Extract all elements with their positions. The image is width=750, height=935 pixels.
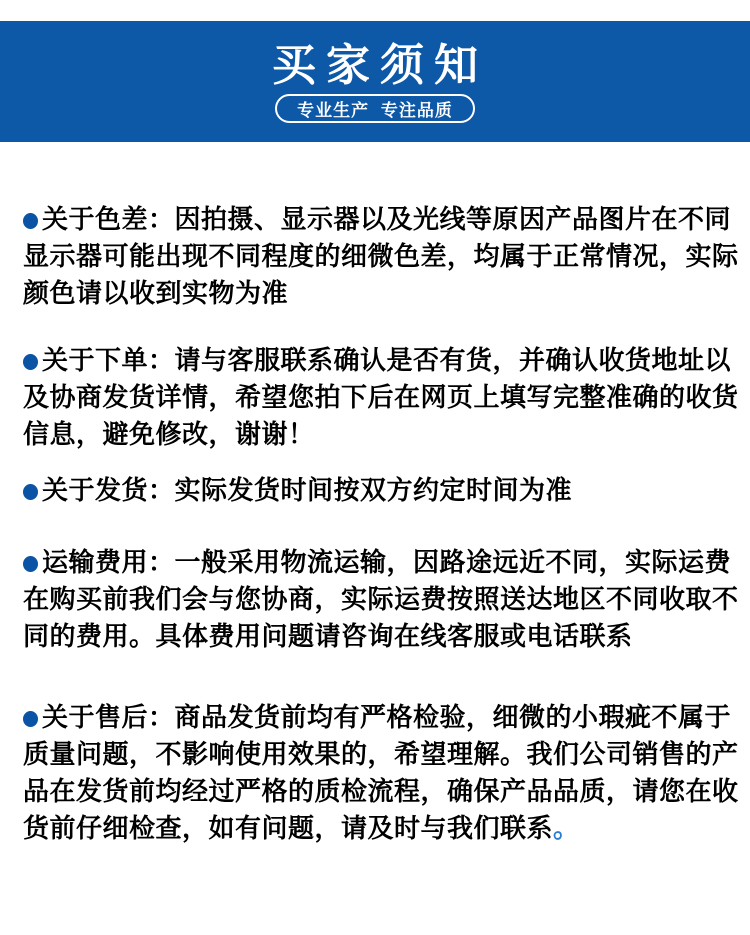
notice-item-after-sales <box>23 699 739 847</box>
notice-line-text: 显示器可能出现不同程度的细微色差，均属于正常情况，实际 <box>23 241 739 271</box>
notice-line <box>23 275 730 312</box>
header-banner <box>0 21 750 142</box>
notice-line <box>23 201 730 238</box>
notice-line <box>23 736 739 773</box>
notice-line-text: 关于色差：因拍摄、显示器以及光线等原因产品图片在不同 <box>42 204 732 234</box>
notice-line <box>23 342 730 379</box>
notice-line <box>23 416 730 453</box>
notice-line-text: 在购买前我们会与您协商，实际运费按照送达地区不同收取不 <box>23 584 739 614</box>
notice-tail-period: 。 <box>553 813 580 843</box>
notice-line <box>23 581 739 618</box>
notice-line-text: 信息，避免修改，谢谢！ <box>23 419 315 449</box>
notice-line-text: 运输费用：一般采用物流运输，因路途远近不同，实际运费 <box>42 547 732 577</box>
notice-item-shipping-time <box>23 472 730 509</box>
notice-line-text: 同的费用。具体费用问题请咨询在线客服或电话联系 <box>23 621 633 651</box>
notice-line <box>23 238 739 275</box>
bullet-icon <box>23 213 38 229</box>
notice-item-color-difference <box>23 201 739 312</box>
bullet-icon <box>23 484 38 500</box>
notice-item-freight-cost <box>23 544 739 655</box>
notice-line <box>23 699 730 736</box>
bullet-icon <box>23 556 38 572</box>
notice-line-text: 质量问题，不影响使用效果的，希望理解。我们公司销售的产 <box>23 739 739 769</box>
notice-line-text: 关于发货：实际发货时间按双方约定时间为准 <box>42 475 573 505</box>
notice-line-text: 关于售后：商品发货前均有严格检验，细微的小瑕疵不属于 <box>42 702 732 732</box>
notice-line <box>23 472 730 509</box>
subtitle-label: 专业生产 专注品质 <box>297 101 453 120</box>
notice-line-text: 货前仔细检查，如有问题，请及时与我们联系 <box>23 813 554 843</box>
notice-list <box>0 201 750 847</box>
notice-line <box>23 379 739 416</box>
subtitle-badge <box>275 94 475 123</box>
bullet-icon <box>23 711 38 727</box>
notice-line-text: 品在发货前均经过严格的质检流程，确保产品品质，请您在收 <box>23 776 739 806</box>
notice-line <box>23 773 739 810</box>
notice-line <box>23 810 730 847</box>
page-title: 买家须知 <box>272 41 488 90</box>
notice-line <box>23 544 730 581</box>
notice-line-text: 颜色请以收到实物为准 <box>23 278 289 308</box>
notice-line-text: 及协商发货详情，希望您拍下后在网页上填写完整准确的收货 <box>23 382 739 412</box>
notice-line <box>23 618 730 655</box>
notice-item-ordering <box>23 342 739 453</box>
notice-line-text: 关于下单：请与客服联系确认是否有货，并确认收货地址以 <box>42 345 732 375</box>
bullet-icon <box>23 354 38 370</box>
